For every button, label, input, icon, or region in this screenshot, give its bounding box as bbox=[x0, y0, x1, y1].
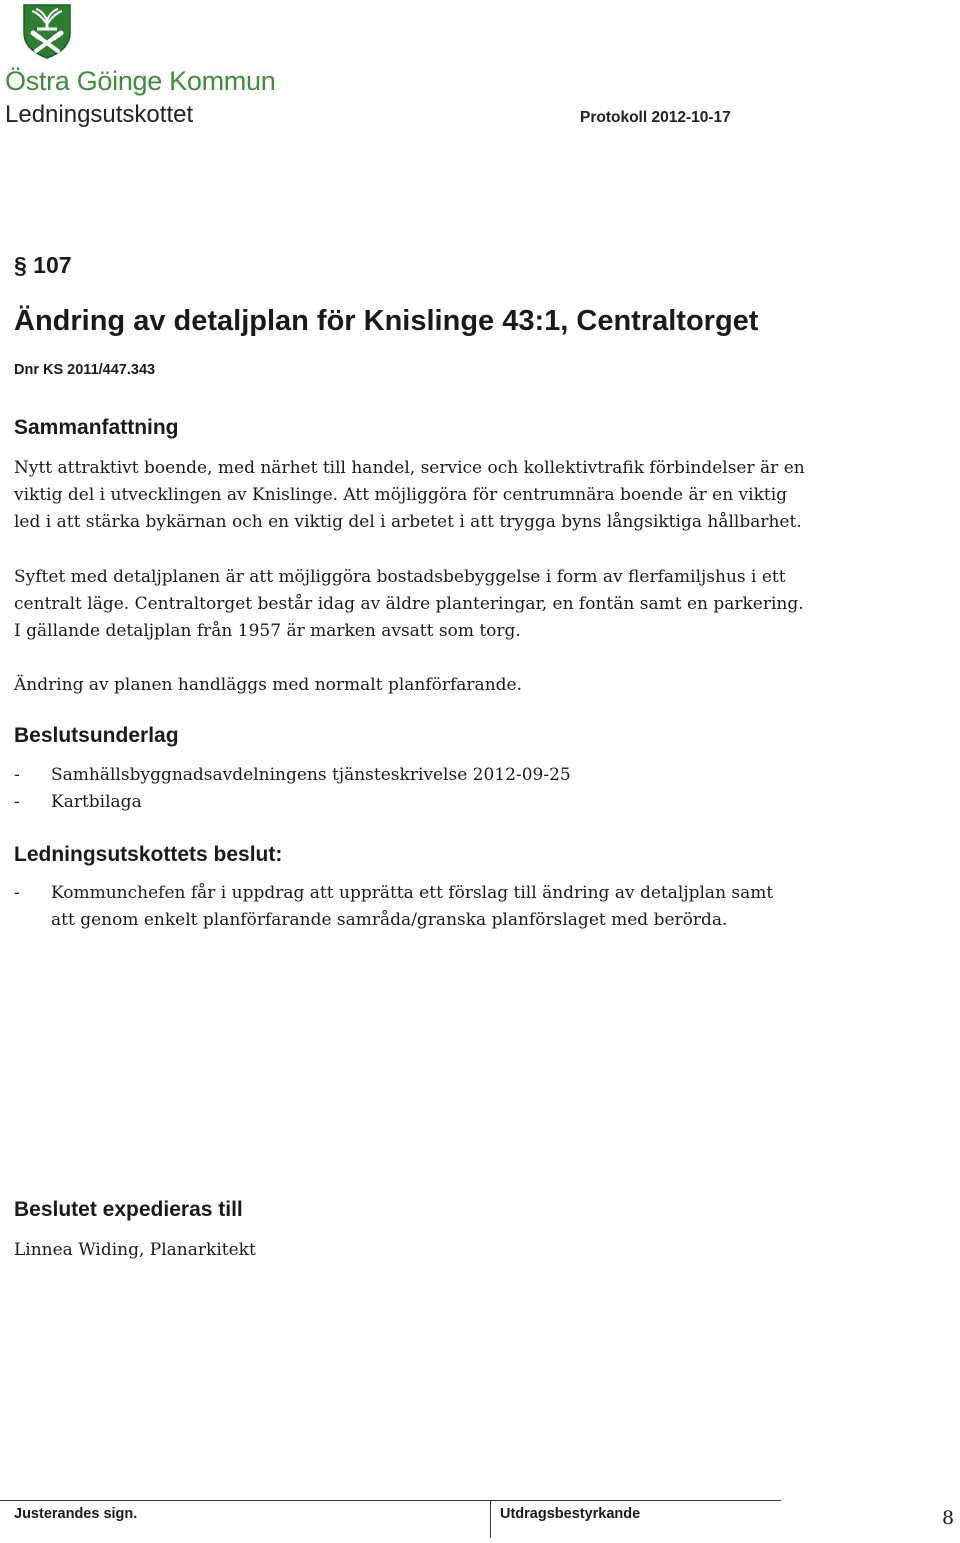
page-number: 8 bbox=[942, 1507, 955, 1529]
list-item bbox=[14, 789, 814, 816]
list-item bbox=[14, 762, 814, 789]
protocol-date: Protokoll 2012-10-17 bbox=[580, 109, 731, 126]
paragraph-number: § 107 bbox=[14, 252, 72, 278]
basis-list bbox=[14, 762, 814, 816]
list-dash: - bbox=[14, 765, 20, 785]
list-item-text: Samhällsbyggnadsavdelningens tjänsteskrivelse 2012-09-25 bbox=[51, 765, 571, 785]
list-item-text: Kartbilaga bbox=[51, 792, 142, 812]
basis-heading: Beslutsunderlag bbox=[14, 724, 179, 747]
summary-paragraph: Nytt attraktivt boende, med närhet till handel, service och kollektivtrafik förbindelser är en viktig del i utvecklingen av Knislinge. Att möjliggöra för centrumnära boende är en viktig led i att stärka bykärnan och en viktig del i arbetet i att trygga byns långsiktiga hållbarhet. bbox=[14, 458, 805, 532]
list-dash: - bbox=[14, 883, 20, 903]
summary-heading: Sammanfattning bbox=[14, 416, 179, 439]
summary-paragraph: Ändring av planen handläggs med normalt planförfarande. bbox=[14, 675, 522, 695]
summary-paragraph: Syftet med detaljplanen är att möjliggöra bostadsbebyggelse i form av flerfamiljshus i ett centralt läge. Centraltorget består idag av äldre planteringar, en fontän samt en parkering. I gällande detaljplan från 1957 är marken avsatt som torg. bbox=[14, 567, 804, 641]
case-number: Dnr KS 2011/447.343 bbox=[14, 362, 156, 378]
decision-heading: Ledningsutskottets beslut: bbox=[14, 843, 283, 866]
committee-name: Ledningsutskottet bbox=[5, 101, 194, 128]
dispatch-heading: Beslutet expedieras till bbox=[14, 1198, 243, 1221]
footer-sign-label: Justerandes sign. bbox=[14, 1506, 138, 1522]
footer-rule bbox=[0, 1500, 781, 1501]
page-title: Ändring av detaljplan för Knislinge 43:1, Centraltorget bbox=[14, 305, 759, 337]
list-item bbox=[14, 880, 791, 934]
organization-name: Östra Göinge Kommun bbox=[5, 66, 276, 96]
list-dash: - bbox=[14, 792, 20, 812]
footer-divider bbox=[490, 1500, 491, 1538]
dispatch-recipient: Linnea Widing, Planarkitekt bbox=[14, 1240, 256, 1260]
municipal-coat-of-arms-icon bbox=[22, 3, 72, 59]
list-item-text: Kommunchefen får i uppdrag att upprätta ett förslag till ändring av detaljplan samt att genom enkelt planförfarande samråda/granska planförslaget med berörda. bbox=[51, 883, 774, 930]
footer-extract-label: Utdragsbestyrkande bbox=[500, 1506, 641, 1522]
decision-list bbox=[14, 880, 814, 934]
